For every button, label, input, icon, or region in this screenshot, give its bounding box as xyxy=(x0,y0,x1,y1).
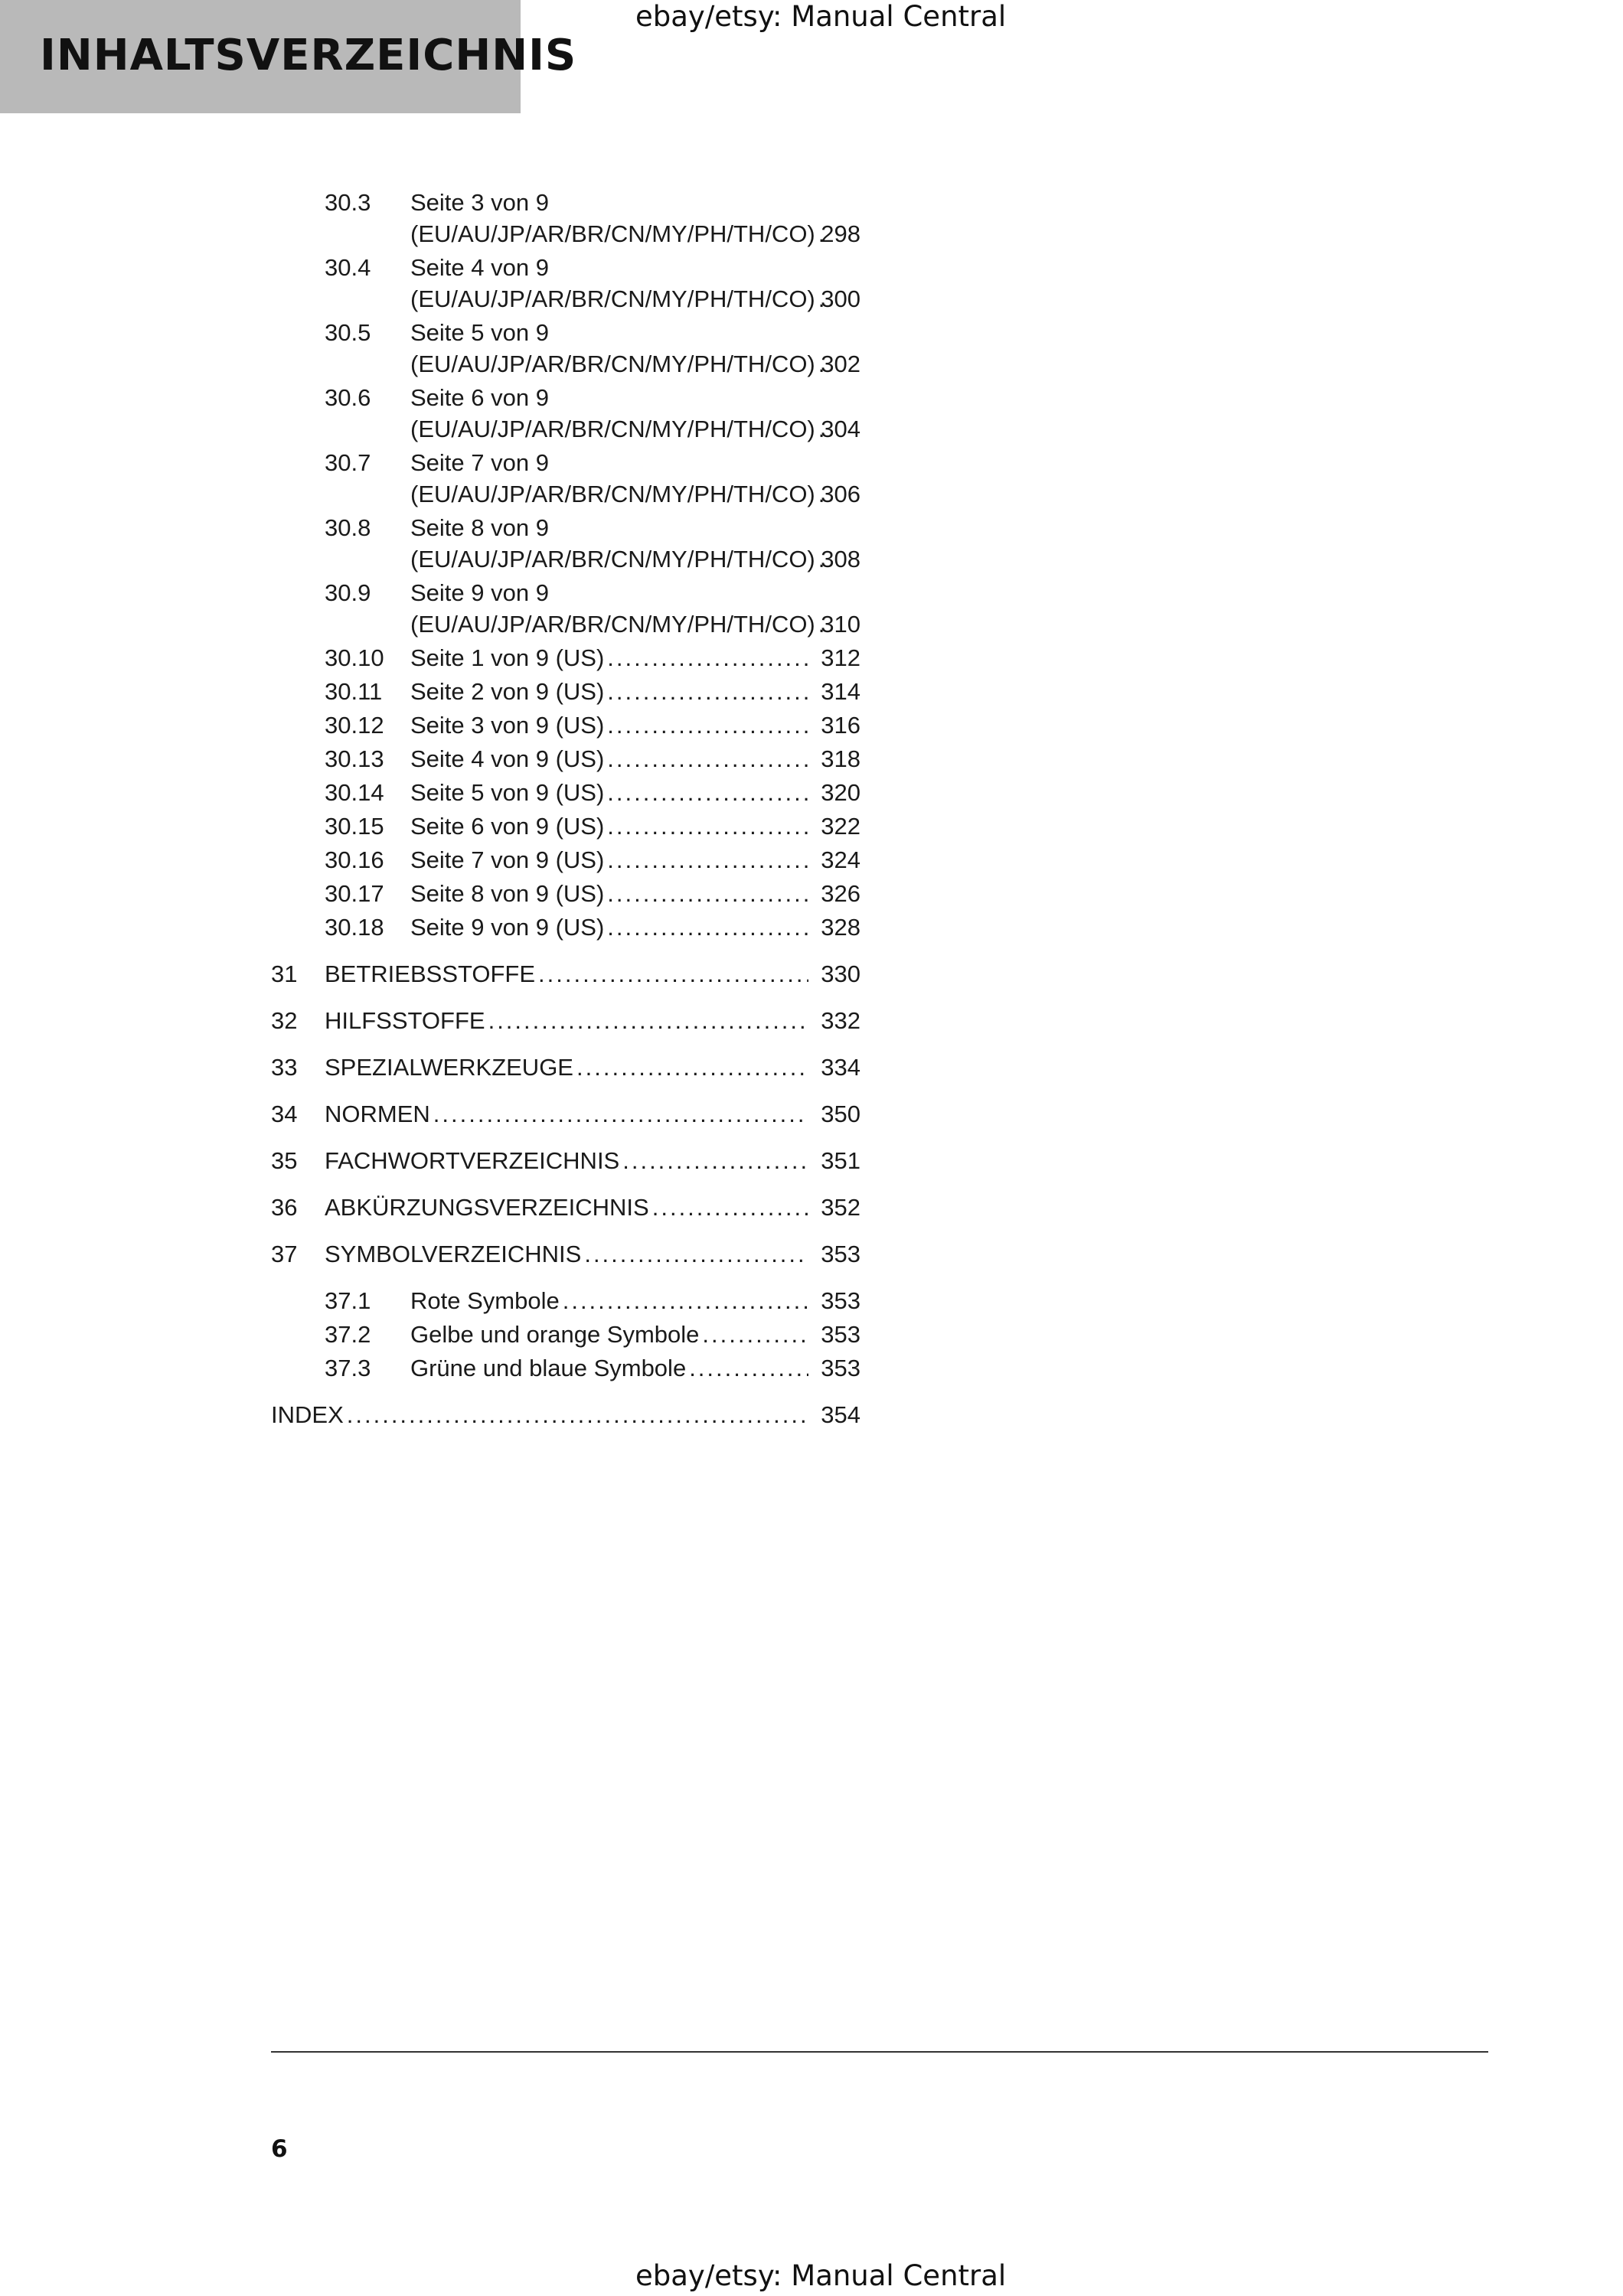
leader-dots xyxy=(689,1352,808,1384)
toc-entry-number: 37.2 xyxy=(325,1321,371,1348)
toc-chapter-title: ABKÜRZUNGSVERZEICHNIS xyxy=(325,1194,649,1221)
toc-entry-title: Gelbe und orange Symbole xyxy=(410,1321,700,1348)
toc-chapter-33[interactable] xyxy=(271,1052,860,1083)
toc-chapter-title: SPEZIALWERKZEUGE xyxy=(325,1054,573,1081)
toc-entry-page: 312 xyxy=(821,644,860,671)
toc-entry-page: 324 xyxy=(821,846,860,873)
table-of-contents xyxy=(271,187,860,1433)
toc-entry-page: 306 xyxy=(821,481,860,507)
toc-entry-30-16[interactable] xyxy=(271,844,860,876)
toc-chapter-title: FACHWORTVERZEICHNIS xyxy=(325,1147,620,1174)
toc-entry-30-11[interactable] xyxy=(271,676,860,707)
watermark-bottom: ebay/etsy: Manual Central xyxy=(635,2259,1007,2292)
toc-entry-page: 300 xyxy=(821,285,860,312)
toc-entry-page: 353 xyxy=(821,1321,860,1348)
toc-entry-number: 37.1 xyxy=(325,1287,371,1314)
section-title: INHALTSVERZEICHNIS xyxy=(40,31,577,80)
toc-entry-37-2[interactable] xyxy=(271,1319,860,1350)
toc-chapter-page: 334 xyxy=(821,1054,860,1081)
toc-entry-title: Seite 5 von 9 xyxy=(410,319,549,346)
toc-chapter-page: 353 xyxy=(821,1241,860,1267)
toc-entry-number: 30.7 xyxy=(325,449,371,476)
toc-entry-page: 316 xyxy=(821,712,860,739)
toc-entry-title: Seite 2 von 9 (US) xyxy=(410,678,605,705)
toc-entry-page: 302 xyxy=(821,351,860,377)
toc-entry-title: Seite 4 von 9 (US) xyxy=(410,745,605,772)
toc-entry-title-cont: (EU/AU/JP/AR/BR/CN/MY/PH/TH/CO) xyxy=(410,481,815,507)
toc-entry-number: 30.15 xyxy=(325,813,384,840)
toc-entry-number: 30.12 xyxy=(325,712,384,739)
toc-entry-number: 30.11 xyxy=(325,678,383,705)
toc-entry-30-9[interactable] xyxy=(271,577,860,640)
leader-dots xyxy=(607,912,808,943)
footer-divider xyxy=(271,2051,1488,2053)
toc-entry-title: Seite 8 von 9 (US) xyxy=(410,880,605,907)
leader-dots xyxy=(607,642,808,673)
toc-entry-page: 353 xyxy=(821,1287,860,1314)
leader-dots xyxy=(607,777,808,808)
toc-entry-30-4[interactable] xyxy=(271,252,860,315)
toc-entry-title: Seite 6 von 9 (US) xyxy=(410,813,605,840)
toc-entry-number: 30.14 xyxy=(325,779,384,806)
toc-entry-title: Seite 3 von 9 xyxy=(410,189,549,216)
leader-dots xyxy=(576,1052,808,1083)
toc-chapter-number: 35 xyxy=(271,1147,298,1174)
header-section-box xyxy=(0,0,577,113)
toc-entry-page: 328 xyxy=(821,914,860,941)
leader-dots xyxy=(652,1192,808,1223)
leader-dots xyxy=(607,676,808,707)
toc-chapter-number: 32 xyxy=(271,1007,298,1034)
leader-dots xyxy=(702,1319,808,1350)
toc-entry-page: 298 xyxy=(821,220,860,247)
toc-chapter-title: BETRIEBSSTOFFE xyxy=(325,960,536,987)
toc-chapter-32[interactable] xyxy=(271,1005,860,1036)
leader-dots xyxy=(607,743,808,775)
toc-chapter-page: 352 xyxy=(821,1194,860,1221)
toc-entry-page: 308 xyxy=(821,546,860,572)
toc-entry-page: 310 xyxy=(821,611,860,638)
leader-dots xyxy=(607,878,808,909)
toc-chapter-number: 36 xyxy=(271,1194,298,1221)
toc-chapter-page: 330 xyxy=(821,960,860,987)
toc-entry-number: 30.4 xyxy=(325,254,371,281)
toc-entry-title: Seite 1 von 9 (US) xyxy=(410,644,605,671)
toc-entry-title-cont: (EU/AU/JP/AR/BR/CN/MY/PH/TH/CO) xyxy=(410,220,815,247)
toc-entry-title-cont: (EU/AU/JP/AR/BR/CN/MY/PH/TH/CO) xyxy=(410,546,815,572)
toc-entry-title: Seite 8 von 9 xyxy=(410,514,549,541)
toc-entry-30-18[interactable] xyxy=(271,912,860,943)
leader-dots xyxy=(538,958,808,990)
toc-entry-30-6[interactable] xyxy=(271,382,860,445)
leader-dots xyxy=(607,709,808,741)
toc-chapter-number: 37 xyxy=(271,1241,298,1267)
toc-chapter-36[interactable] xyxy=(271,1192,860,1223)
watermark-top: ebay/etsy: Manual Central xyxy=(635,0,1007,33)
toc-entry-page: 353 xyxy=(821,1355,860,1381)
toc-entry-title: Grüne und blaue Symbole xyxy=(410,1355,687,1381)
toc-entry-30-12[interactable] xyxy=(271,709,860,741)
toc-chapter-35[interactable] xyxy=(271,1145,860,1176)
toc-entry-number: 30.8 xyxy=(325,514,371,541)
toc-entry-number: 30.3 xyxy=(325,189,371,216)
toc-entry-number: 30.10 xyxy=(325,644,384,671)
toc-entry-title-cont: (EU/AU/JP/AR/BR/CN/MY/PH/TH/CO) xyxy=(410,611,815,638)
leader-dots xyxy=(563,1285,808,1316)
toc-index-page: 354 xyxy=(821,1401,860,1428)
toc-entry-30-3[interactable] xyxy=(271,187,860,249)
toc-entry-title: Seite 7 von 9 (US) xyxy=(410,846,605,873)
toc-entry-30-7[interactable] xyxy=(271,447,860,510)
leader-dots xyxy=(607,810,808,842)
toc-entry-title: Seite 9 von 9 xyxy=(410,579,549,606)
toc-entry-page: 318 xyxy=(821,745,860,772)
toc-entry-title: Seite 5 von 9 (US) xyxy=(410,779,605,806)
toc-entry-30-15[interactable] xyxy=(271,810,860,842)
toc-entry-title: Seite 4 von 9 xyxy=(410,254,549,281)
toc-entry-30-5[interactable] xyxy=(271,317,860,380)
leader-dots xyxy=(584,1238,808,1270)
toc-entry-number: 30.18 xyxy=(325,914,384,941)
toc-chapter-page: 332 xyxy=(821,1007,860,1034)
toc-entry-37-1[interactable] xyxy=(271,1285,860,1316)
toc-entry-page: 326 xyxy=(821,880,860,907)
toc-entry-30-14[interactable] xyxy=(271,777,860,808)
toc-entry-title-cont: (EU/AU/JP/AR/BR/CN/MY/PH/TH/CO) xyxy=(410,416,815,442)
toc-entry-number: 30.16 xyxy=(325,846,384,873)
toc-chapter-number: 33 xyxy=(271,1054,298,1081)
toc-entry-page: 304 xyxy=(821,416,860,442)
leader-dots xyxy=(607,844,808,876)
toc-entry-30-13[interactable] xyxy=(271,743,860,775)
toc-chapter-title: NORMEN xyxy=(325,1101,430,1127)
page-number: 6 xyxy=(271,2135,288,2163)
toc-chapter-31[interactable] xyxy=(271,958,860,990)
toc-chapter-number: 34 xyxy=(271,1101,298,1127)
leader-dots xyxy=(347,1399,808,1430)
toc-entry-number: 30.5 xyxy=(325,319,371,346)
toc-entry-30-8[interactable] xyxy=(271,512,860,575)
toc-chapter-page: 351 xyxy=(821,1147,860,1174)
toc-entry-number: 37.3 xyxy=(325,1355,371,1381)
toc-entry-title: Seite 7 von 9 xyxy=(410,449,549,476)
toc-entry-page: 320 xyxy=(821,779,860,806)
leader-dots xyxy=(433,1098,808,1130)
toc-entry-title-cont: (EU/AU/JP/AR/BR/CN/MY/PH/TH/CO) xyxy=(410,351,815,377)
toc-entry-30-10[interactable] xyxy=(271,642,860,673)
toc-chapter-37[interactable] xyxy=(271,1238,860,1270)
toc-entry-30-17[interactable] xyxy=(271,878,860,909)
toc-entry-number: 30.13 xyxy=(325,745,384,772)
toc-entry-title: Rote Symbole xyxy=(410,1287,560,1314)
toc-entry-37-3[interactable] xyxy=(271,1352,860,1384)
toc-entry-title: Seite 9 von 9 (US) xyxy=(410,914,605,941)
toc-entry-page: 314 xyxy=(821,678,860,705)
toc-index-title: INDEX xyxy=(271,1401,344,1428)
toc-entry-page: 322 xyxy=(821,813,860,840)
toc-chapter-page: 350 xyxy=(821,1101,860,1127)
toc-chapter-34[interactable] xyxy=(271,1098,860,1130)
toc-entry-title: Seite 3 von 9 (US) xyxy=(410,712,605,739)
leader-dots xyxy=(488,1005,808,1036)
leader-dots xyxy=(622,1145,808,1176)
toc-entry-number: 30.9 xyxy=(325,579,371,606)
toc-chapter-title: SYMBOLVERZEICHNIS xyxy=(325,1241,582,1267)
toc-entry-title-cont: (EU/AU/JP/AR/BR/CN/MY/PH/TH/CO) xyxy=(410,285,815,312)
toc-entry-number: 30.6 xyxy=(325,384,371,411)
toc-entry-title: Seite 6 von 9 xyxy=(410,384,549,411)
toc-entry-number: 30.17 xyxy=(325,880,384,907)
toc-index[interactable] xyxy=(271,1399,860,1430)
toc-chapter-number: 31 xyxy=(271,960,298,987)
toc-chapter-title: HILFSSTOFFE xyxy=(325,1007,485,1034)
